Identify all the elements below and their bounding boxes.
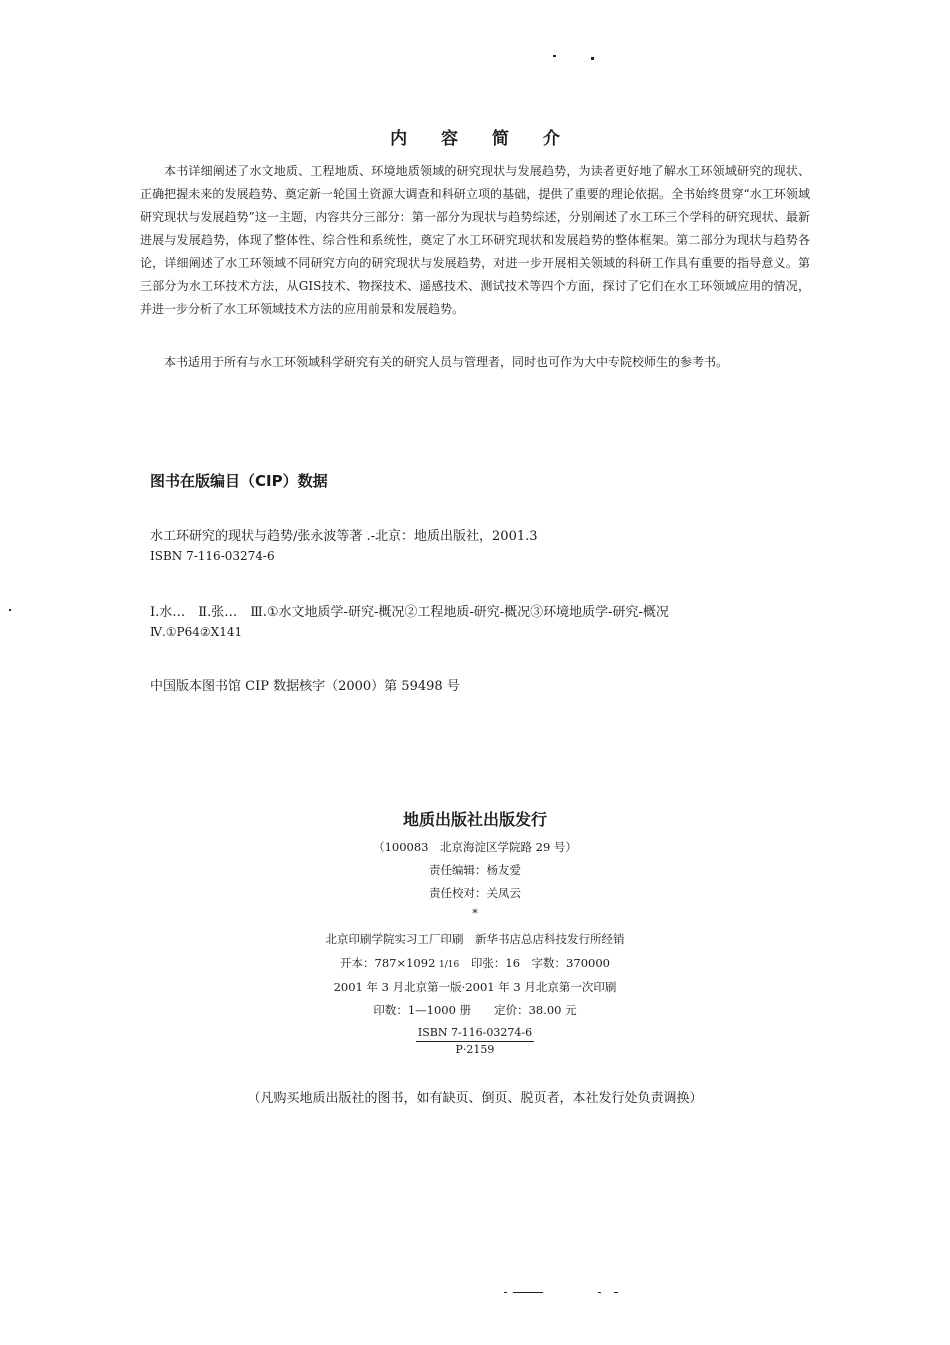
scan-speck [598, 1292, 601, 1293]
cip-isbn-line: ISBN 7-116-03274-6 [150, 549, 275, 563]
printer-distributor: 北京印刷学院实习工厂印刷 新华书店总店科技发行所经销 [325, 932, 625, 946]
scan-speck [591, 57, 594, 60]
summary-title: 内 容 简 介 [390, 129, 574, 149]
cip-heading: 图书在版编目（CIP）数据 [150, 472, 328, 490]
replacement-notice: （凡购买地质出版社的图书，如有缺页、倒页、脱页者，本社发行处负责调换） [247, 1091, 703, 1106]
cip-subject-line-2: Ⅳ.①P64②X141 [150, 625, 243, 639]
publisher-name: 地质出版社出版发行 [402, 810, 547, 829]
summary-paragraph-2: 本书适用于所有与水工环领域科学研究有关的研究人员与管理者，同时也可作为大中专院校师生的参考书。 [164, 355, 729, 369]
format-sheets-words: 印张：16 字数：370000 [470, 956, 610, 970]
format-size: 开本：787×1092 [340, 956, 436, 970]
classification-code: P·2159 [455, 1043, 495, 1056]
responsible-editor: 责任编辑：杨友爱 [429, 863, 521, 877]
cip-record-line: 水工环研究的现状与趋势/张永波等著 .-北京：地质出版社，2001.3 [150, 529, 538, 544]
scan-speck [614, 1292, 618, 1293]
scan-speck [553, 55, 556, 57]
publisher-address: （100083 北京海淀区学院路 29 号） [373, 840, 577, 854]
cip-subject-line-1: Ⅰ.水… Ⅱ.张… Ⅲ.①水文地质学-研究-概况②工程地质-研究-概况③环境地质学-研究-概况 [150, 605, 669, 620]
format-line [0, 955, 950, 971]
scan-speck [9, 609, 11, 611]
summary-paragraph-1: 本书详细阐述了水文地质、工程地质、环境地质领域的研究现状与发展趋势，为读者更好地了解水工环领域研究的现状、正确把握未来的发展趋势、奠定新一轮国土资源大调查和科研立项的基础，提供了重要的理论依据。全书始终贯穿“水工环领域研究现状与发展趋势”这一主题，内容共分三部分：第一部分为现状与趋势综述，分别阐述了水工环三个学科的研究现状、最新进展与发展趋势，体现了整体性、综合性和系统性，奠定了水工环研究现状和发展趋势的整体框架。第二部分为现状与趋势各论，详细阐述了水工环领域不同研究方向的研究现状与发展趋势，对进一步开展相关领域的科研工作具有重要的指导意义。第三部分为水工环技术方法，从GIS技术、物探技术、遥感技术、测试技术等四个方面，探讨了它们在水工环领域应用的情况，并进一步分析了水工环领域技术方法的应用前景和发展趋势。 [140, 164, 810, 316]
format-fraction: 1/16 [439, 960, 460, 970]
cip-library-line: 中国版本图书馆 CIP 数据核字（2000）第 59498 号 [150, 679, 460, 694]
scan-speck [513, 1292, 543, 1293]
responsible-proofreader: 责任校对：关凤云 [429, 886, 521, 900]
separator-star: * [472, 906, 478, 920]
isbn-number: ISBN 7-116-03274-6 [416, 1025, 534, 1042]
scan-speck [504, 1292, 507, 1293]
isbn-block [0, 1025, 950, 1058]
edition-line: 2001 年 3 月北京第一版·2001 年 3 月北京第一次印刷 [333, 980, 617, 994]
print-run-price: 印数：1—1000 册 定价：38.00 元 [373, 1003, 577, 1017]
